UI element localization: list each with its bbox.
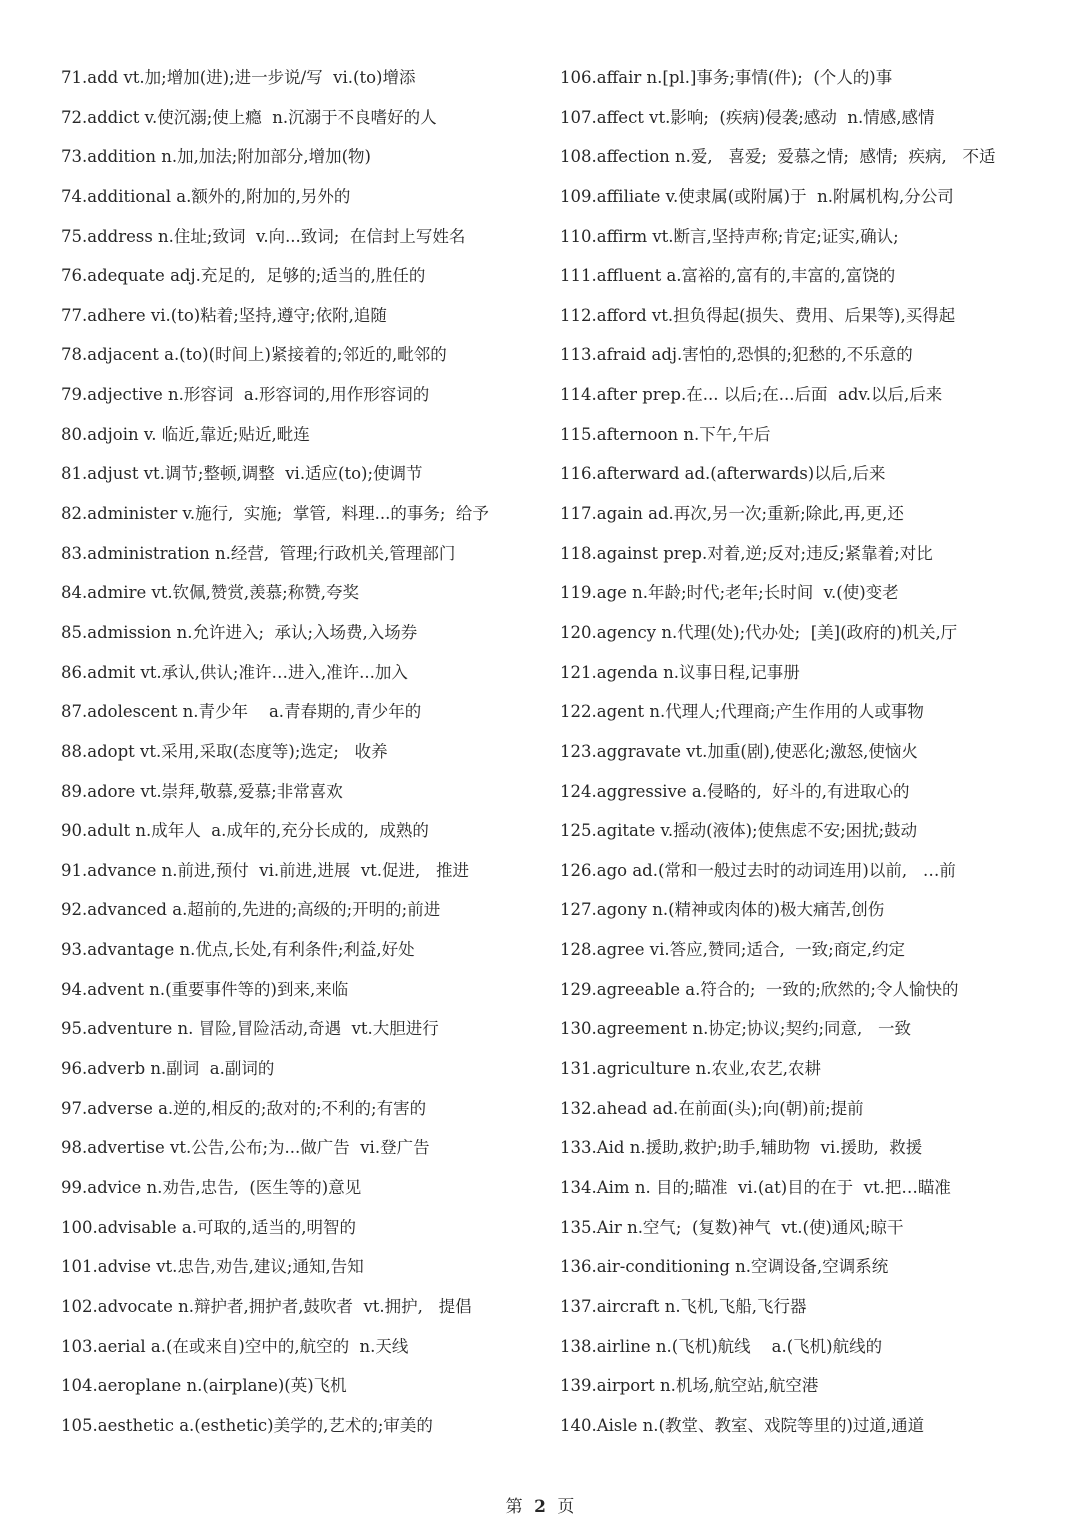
vocab-entry <box>61 1089 547 1129</box>
vocab-entry-text: 76.adequate adj.充足的, 足够的;适当的,胜任的 <box>61 266 426 286</box>
vocab-entry-text: 94.advent n.(重要事件等的)到来,来临 <box>61 979 349 999</box>
vocab-entry <box>560 58 1072 98</box>
vocab-entry <box>61 573 547 613</box>
vocab-entry-text: 74.additional a.额外的,附加的,另外的 <box>61 186 351 206</box>
vocab-entry-text: 84.admire vt.钦佩,赞赏,羡慕;称赞,夸奖 <box>61 583 359 603</box>
vocab-entry-text: 73.addition n.加,加法;附加部分,增加(物) <box>61 147 371 167</box>
vocab-entry-text: 98.advertise vt.公告,公布;为...做广告 vi.登广告 <box>61 1138 430 1158</box>
vocab-entry <box>560 1327 1072 1367</box>
vocab-entry <box>560 1247 1072 1287</box>
vocab-entry <box>560 573 1072 613</box>
vocab-entry <box>560 772 1072 812</box>
vocab-entry <box>61 415 547 455</box>
vocab-entry-text: 120.agency n.代理(处);代办处; [美](政府的)机关,厅 <box>560 622 958 642</box>
vocab-entry <box>61 851 547 891</box>
vocab-entry <box>560 1128 1072 1168</box>
vocab-entry <box>61 177 547 217</box>
vocab-entry-text: 79.adjective n.形容词 a.形容词的,用作形容词的 <box>61 385 430 405</box>
vocab-entry <box>61 217 547 257</box>
vocab-entry-text: 133.Aid n.援助,救护;助手,辅助物 vi.援助, 救援 <box>560 1138 923 1158</box>
vocab-entry <box>61 1049 547 1089</box>
vocab-entry-text: 119.age n.年龄;时代;老年;长时间 v.(使)变老 <box>560 583 899 603</box>
vocab-entry <box>61 692 547 732</box>
vocab-entry <box>560 653 1072 693</box>
vocab-entry-text: 86.admit vt.承认,供认;准许…进入,准许...加入 <box>61 662 408 682</box>
page-number: 2 <box>534 1497 546 1517</box>
right-column <box>560 58 1072 1445</box>
left-column <box>61 58 547 1445</box>
vocab-entry-text: 97.adverse a.逆的,相反的;敌对的;不利的;有害的 <box>61 1098 427 1118</box>
vocab-entry <box>560 494 1072 534</box>
vocab-entry-text: 137.aircraft n.飞机,飞船,飞行器 <box>560 1296 807 1316</box>
vocab-entry <box>61 256 547 296</box>
vocab-entry-text: 82.administer v.施行, 实施; 掌管, 料理...的事务; 给予 <box>61 504 489 524</box>
vocab-entry <box>61 653 547 693</box>
vocab-entry-text: 71.add vt.加;增加(进);进一步说/写 vi.(to)增添 <box>61 68 416 87</box>
vocab-entry-text: 124.aggressive a.侵略的, 好斗的,有进取心的 <box>560 781 910 801</box>
vocab-entry <box>61 1287 547 1327</box>
vocab-entry <box>61 375 547 415</box>
vocab-entry <box>61 1009 547 1049</box>
vocab-entry <box>560 296 1072 336</box>
vocab-entry-text: 102.advocate n.辩护者,拥护者,鼓吹者 vt.拥护, 提倡 <box>61 1296 472 1316</box>
vocab-entry <box>560 970 1072 1010</box>
vocab-entry <box>560 1009 1072 1049</box>
vocab-entry <box>560 534 1072 574</box>
vocab-entry <box>560 415 1072 455</box>
vocab-entry-text: 111.affluent a.富裕的,富有的,丰富的,富饶的 <box>560 266 896 286</box>
vocab-entry <box>61 1406 547 1446</box>
vocab-entry <box>61 335 547 375</box>
vocab-entry <box>560 732 1072 772</box>
vocab-entry-text: 132.ahead ad.在前面(头);向(朝)前;提前 <box>560 1098 864 1118</box>
vocab-entry-text: 75.address n.住址;致词 v.向...致词; 在信封上写姓名 <box>61 226 466 246</box>
vocab-entry-text: 93.advantage n.优点,长处,有利条件;利益,好处 <box>61 940 415 960</box>
vocab-entry-text: 103.aerial a.(在或来自)空中的,航空的 n.天线 <box>61 1336 409 1356</box>
vocab-entry-text: 139.airport n.机场,航空站,航空港 <box>560 1376 819 1396</box>
vocab-entry <box>61 137 547 177</box>
vocab-entry-text: 83.administration n.经营, 管理;行政机关,管理部门 <box>61 543 456 563</box>
vocab-entry-text: 125.agitate v.摇动(液体);使焦虑不安;困扰;鼓动 <box>560 821 918 841</box>
vocab-entry <box>61 890 547 930</box>
vocab-entry-text: 134.Aim n. 目的;瞄准 vi.(at)目的在于 vt.把…瞄准 <box>560 1177 951 1197</box>
vocab-entry-text: 128.agree vi.答应,赞同;适合, 一致;商定,约定 <box>560 940 905 960</box>
vocab-entry <box>560 1208 1072 1248</box>
vocab-entry-text: 90.adult n.成年人 a.成年的,充分长成的, 成熟的 <box>61 821 429 841</box>
vocab-entry-text: 118.against prep.对着,逆;反对;违反;紧靠着;对比 <box>560 543 933 563</box>
vocab-entry-text: 123.aggravate vt.加重(剧),使恶化;激怒,使恼火 <box>560 741 918 761</box>
vocab-entry <box>560 1287 1072 1327</box>
vocab-entry-text: 122.agent n.代理人;代理商;产生作用的人或事物 <box>560 702 924 722</box>
vocab-entry-text: 80.adjoin v. 临近,靠近;贴近,毗连 <box>61 424 310 444</box>
vocab-entry <box>61 930 547 970</box>
vocab-entry-text: 138.airline n.(飞机)航线 a.(飞机)航线的 <box>560 1336 883 1356</box>
vocab-entry <box>560 1366 1072 1406</box>
vocab-entry <box>560 1168 1072 1208</box>
vocab-entry-text: 116.afterward ad.(afterwards)以后,后来 <box>560 464 886 484</box>
vocab-entry-text: 127.agony n.(精神或肉体的)极大痛苦,创伤 <box>560 900 885 920</box>
vocab-entry-text: 110.affirm vt.断言,坚持声称;肯定;证实,确认; <box>560 226 899 246</box>
vocab-entry-text: 105.aesthetic a.(esthetic)美学的,艺术的;审美的 <box>61 1415 433 1435</box>
vocab-entry <box>560 811 1072 851</box>
vocab-entry <box>61 970 547 1010</box>
vocab-entry-text: 100.advisable a.可取的,适当的,明智的 <box>61 1217 356 1237</box>
vocab-entry-text: 72.addict v.使沉溺;使上瘾 n.沉溺于不良嗜好的人 <box>61 107 437 127</box>
vocab-entry <box>61 296 547 336</box>
vocab-entry-text: 107.affect vt.影响; (疾病)侵袭;感动 n.情感,感情 <box>560 107 935 127</box>
vocab-entry-text: 96.adverb n.副词 a.副词的 <box>61 1059 275 1079</box>
vocab-entry <box>61 1128 547 1168</box>
vocab-entry <box>560 613 1072 653</box>
vocab-entry <box>560 98 1072 138</box>
vocab-entry-text: 95.adventure n. 冒险,冒险活动,奇遇 vt.大胆进行 <box>61 1019 439 1039</box>
vocab-entry <box>560 930 1072 970</box>
vocab-entry <box>61 772 547 812</box>
vocab-entry-text: 106.affair n.[pl.]事务;事情(件); (个人的)事 <box>560 68 893 87</box>
vocab-entry-text: 78.adjacent a.(to)(时间上)紧接着的;邻近的,毗邻的 <box>61 345 447 365</box>
vocab-entry <box>560 1406 1072 1446</box>
vocab-entry-text: 88.adopt vt.采用,采取(态度等);选定; 收养 <box>61 741 388 761</box>
vocab-entry-text: 89.adore vt.崇拜,敬慕,爱慕;非常喜欢 <box>61 781 343 801</box>
vocab-entry <box>560 851 1072 891</box>
vocab-entry <box>61 534 547 574</box>
vocab-entry <box>560 256 1072 296</box>
vocab-entry <box>61 1366 547 1406</box>
vocab-entry-text: 136.air-conditioning n.空调设备,空调系统 <box>560 1257 889 1277</box>
vocab-entry <box>560 890 1072 930</box>
vocab-entry-text: 104.aeroplane n.(airplane)(英)飞机 <box>61 1376 347 1396</box>
vocab-entry <box>61 98 547 138</box>
vocab-entry-text: 121.agenda n.议事日程,记事册 <box>560 662 800 682</box>
vocab-entry <box>61 613 547 653</box>
vocab-entry-text: 109.affiliate v.使隶属(或附属)于 n.附属机构,分公司 <box>560 186 954 206</box>
vocab-entry-text: 135.Air n.空气; (复数)神气 vt.(使)通风;晾干 <box>560 1217 904 1237</box>
vocab-entry <box>61 811 547 851</box>
vocab-entry-text: 117.again ad.再次,另一次;重新;除此,再,更,还 <box>560 504 904 524</box>
vocab-entry-text: 101.advise vt.忠告,劝告,建议;通知,告知 <box>61 1257 364 1277</box>
vocab-entry <box>61 1208 547 1248</box>
vocab-entry <box>560 692 1072 732</box>
vocab-entry <box>560 137 1072 177</box>
vocab-entry <box>560 375 1072 415</box>
vocab-entry-text: 126.ago ad.(常和一般过去时的动词连用)以前, …前 <box>560 860 956 880</box>
page-footer <box>0 1492 1080 1517</box>
vocab-entry-text: 113.afraid adj.害怕的,恐惧的;犯愁的,不乐意的 <box>560 345 913 365</box>
vocab-entry-text: 91.advance n.前进,预付 vi.前进,进展 vt.促进, 推进 <box>61 860 470 880</box>
vocab-entry-text: 92.advanced a.超前的,先进的;高级的;开明的;前进 <box>61 900 441 920</box>
vocab-entry-text: 81.adjust vt.调节;整顿,调整 vi.适应(to);使调节 <box>61 464 423 484</box>
vocab-entry <box>61 1247 547 1287</box>
vocab-entry-text: 129.agreeable a.符合的; 一致的;欣然的;令人愉快的 <box>560 979 959 999</box>
vocab-entry-text: 87.adolescent n.青少年 a.青春期的,青少年的 <box>61 702 422 722</box>
vocab-entry <box>61 58 547 98</box>
vocab-entry <box>61 494 547 534</box>
page-footer-prefix: 第 <box>505 1497 523 1517</box>
vocab-entry-text: 140.Aisle n.(教堂、教室、戏院等里的)过道,通道 <box>560 1415 925 1435</box>
page-footer-suffix: 页 <box>557 1497 575 1517</box>
vocab-entry <box>61 732 547 772</box>
vocab-entry <box>61 1168 547 1208</box>
vocab-entry-text: 115.afternoon n.下午,午后 <box>560 424 771 444</box>
vocab-entry <box>560 1089 1072 1129</box>
vocab-entry-text: 130.agreement n.协定;协议;契约;同意, 一致 <box>560 1019 911 1039</box>
vocab-entry-text: 114.after prep.在... 以后;在...后面 adv.以后,后来 <box>560 385 943 405</box>
vocab-entry-text: 112.afford vt.担负得起(损失、费用、后果等),买得起 <box>560 305 956 325</box>
vocab-entry-text: 85.admission n.允许进入; 承认;入场费,入场券 <box>61 622 418 642</box>
vocab-entry-text: 77.adhere vi.(to)粘着;坚持,遵守;依附,追随 <box>61 305 387 325</box>
vocab-entry <box>61 1327 547 1367</box>
vocab-entry <box>560 335 1072 375</box>
vocab-entry <box>560 177 1072 217</box>
vocab-entry-text: 99.advice n.劝告,忠告, (医生等的)意见 <box>61 1177 362 1197</box>
vocab-entry-text: 108.affection n.爱, 喜爱; 爱慕之情; 感情; 疾病, 不适 <box>560 147 996 167</box>
vocab-entry <box>560 454 1072 494</box>
vocab-entry <box>560 217 1072 257</box>
vocab-entry <box>560 1049 1072 1089</box>
vocab-entry <box>61 454 547 494</box>
vocab-entry-text: 131.agriculture n.农业,农艺,农耕 <box>560 1059 821 1079</box>
